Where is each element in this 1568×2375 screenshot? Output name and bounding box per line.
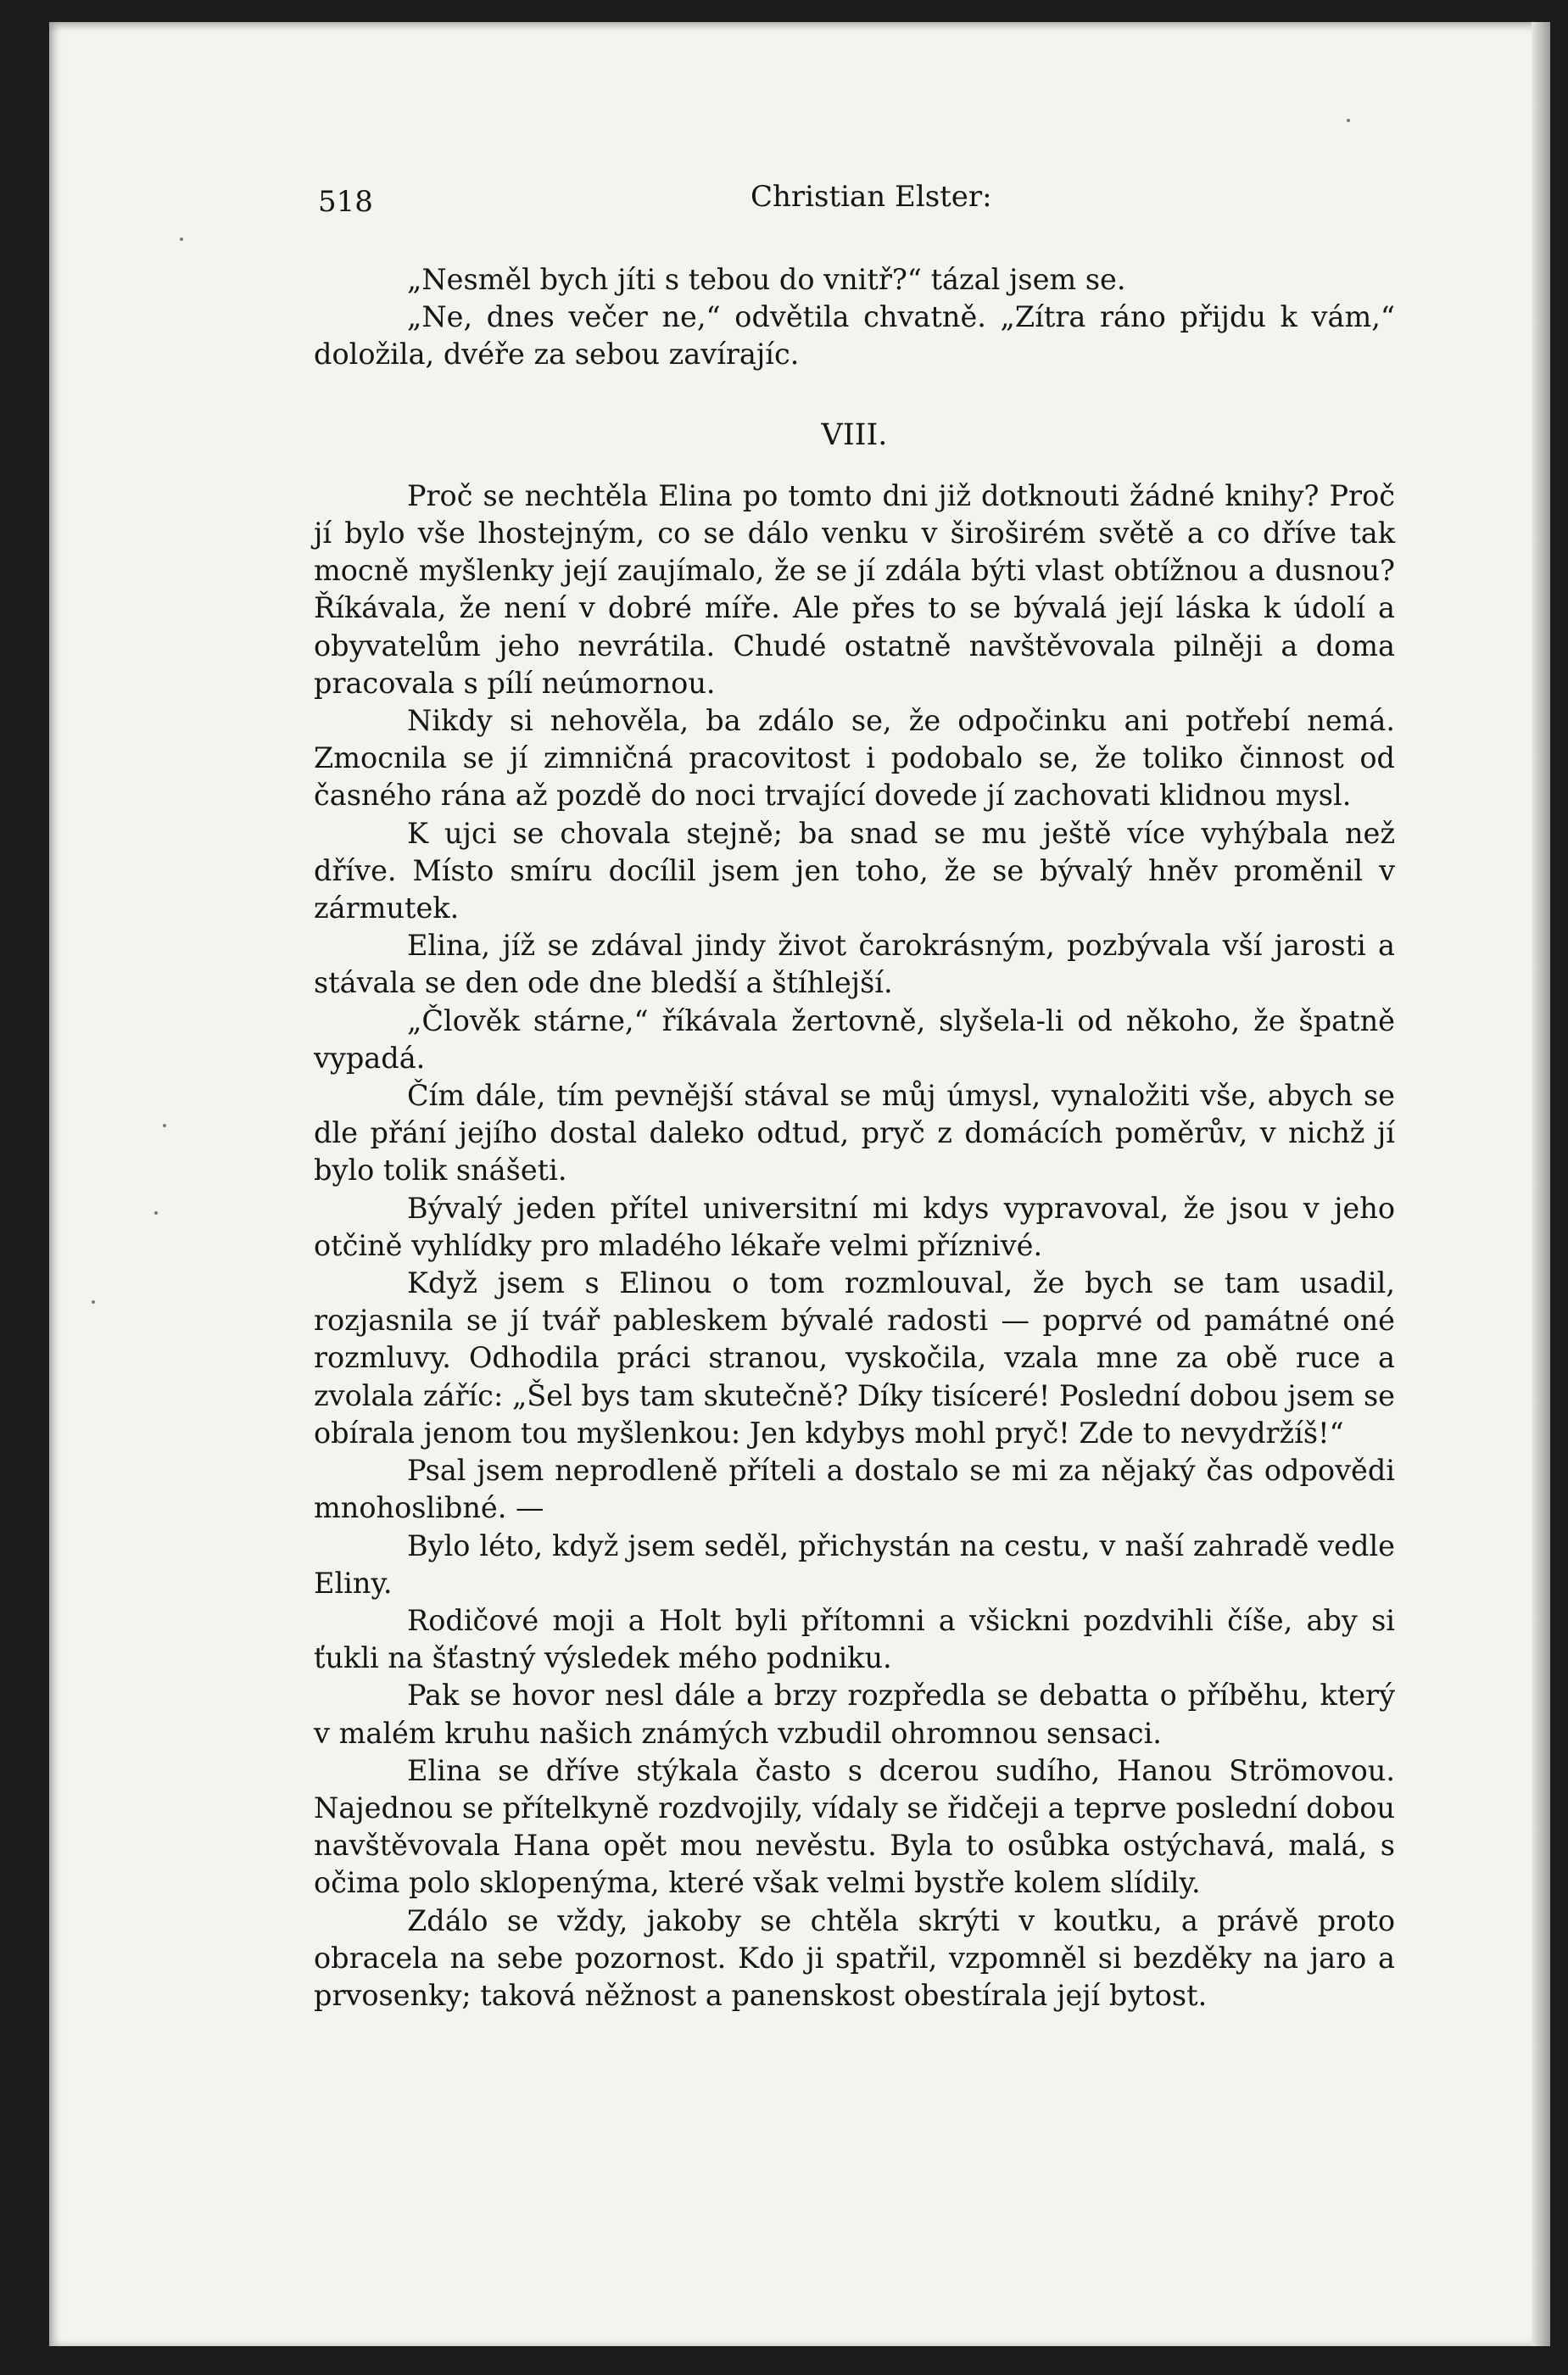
running-head: Christian Elster: (751, 180, 992, 214)
page-edge-shadow (1532, 22, 1550, 2346)
chapter-heading: VIII. (821, 417, 888, 452)
paragraph-5: K ujci se chovala stejně; ba snad se mu ještě více vyhýbala než dříve. Místo smíru docílil jsem jen toho, že se bývalý hněv proměnil v zármutek. (314, 816, 1395, 925)
paragraph-16: Zdálo se vždy, jakoby se chtěla skrýti v koutku, a právě proto obracela na sebe pozornost. Kdo ji spatřil, vzpomněl si bezděky na jaro a prvosenky; taková něžnost a panenskost obestírala její bytost. (314, 1903, 1395, 2012)
paragraph-9: Bývalý jeden přítel universitní mi kdys vypravoval, že jsou v jeho otčině vyhlídky pro mladého lékaře velmi příznivé. (314, 1191, 1395, 1262)
paragraph-3: Proč se nechtěla Elina po tomto dni již dotknouti žádné knihy? Proč jí bylo vše lhostejným, co se dálo venku v široširém světě a co dříve tak mocně myšlenky její zaujímalo, že se jí zdála býti vlast obtížnou a dusnou? Říkávala, že není v dobré míře. Ale přes to se bývalá její láska k údolí a obyvatelům jeho nevrátila. Chudé ostatně navštěvovala pilněji a doma pracovala s pílí neúmornou. (314, 478, 1395, 700)
scan-speck (163, 1124, 166, 1127)
paragraph-4: Nikdy si nehověla, ba zdálo se, že odpočinku ani potřebí nemá. Zmocnila se jí zimničná pracovitost i podobalo se, že toliko činnost od časného rána až pozdě do noci trvající dovede jí zachovati klidnou mysl. (314, 704, 1395, 813)
paragraph-8: Čím dále, tím pevnější stával se můj úmysl, vynaložiti vše, abych se dle přání jejího dostal daleko odtud, pryč z domácích poměrův, v nichž jí bylo tolik snášeti. (314, 1079, 1395, 1188)
page-number: 518 (318, 185, 373, 219)
paragraph-10: Když jsem s Elinou o tom rozmlouval, že bych se tam usadil, rozjasnila se jí tvář pableskem bývalé radosti — poprvé od památné oné rozmluvy. Odhodila práci stranou, vyskočila, vzala mne za obě ruce a zvolala záříc: „Šel bys tam skutečně? Díky tisíceré! Poslední dobou jsem se obírala jenom tou myšlenkou: Jen kdybys mohl pryč! Zde to nevydržíš!“ (314, 1266, 1395, 1450)
paragraph-7: „Člověk stárne,“ říkávala žertovně, slyšela-li od někoho, že špatně vypadá. (314, 1003, 1395, 1075)
paragraph-14: Pak se hovor nesl dále a brzy rozpředla se debatta o příběhu, který v malém kruhu našich známých vzbudil ohromnou sensaci. (314, 1679, 1395, 1750)
page-body (314, 261, 1395, 2015)
paragraph-13: Rodičové moji a Holt byli přítomni a všickni pozdvihli číše, aby si ťukli na šťastný výsledek mého podniku. (314, 1603, 1395, 1675)
scan-speck (1347, 119, 1350, 122)
paragraph-12: Bylo léto, když jsem seděl, přichystán na cestu, v naší zahradě vedle Eliny. (314, 1528, 1395, 1600)
paragraph-1: „Nesměl bych jíti s tebou do vnitř?“ tázal jsem se. (407, 263, 1126, 296)
scan-speck (154, 1211, 158, 1215)
paragraph-6: Elina, jíž se zdával jindy život čarokrásným, pozbývala vší jarosti a stávala se den ode dne bledší a štíhlejší. (314, 929, 1395, 1000)
paragraph-11: Psal jsem neprodleně příteli a dostalo se mi za nějaký čas odpovědi mnohoslibné. — (314, 1454, 1395, 1525)
scan-speck (180, 238, 183, 241)
paragraph-2: „Ne, dnes večer ne,“ odvětila chvatně. „Zítra ráno přijdu k vám,“ doložila, dvéře za sebou zavírajíc. (314, 300, 1395, 372)
page-header (318, 176, 1420, 227)
scan-speck (92, 1300, 95, 1304)
paragraph-15: Elina se dříve stýkala často s dcerou sudího, Hanou Strömovou. Najednou se přítelkyně rozdvojily, vídaly se řidčeji a teprve poslední dobou navštěvovala Hana opět mou nevěstu. Byla to osůbka ostýchavá, malá, s očima polo sklopenýma, které však velmi bystře kolem slídily. (314, 1753, 1395, 1900)
